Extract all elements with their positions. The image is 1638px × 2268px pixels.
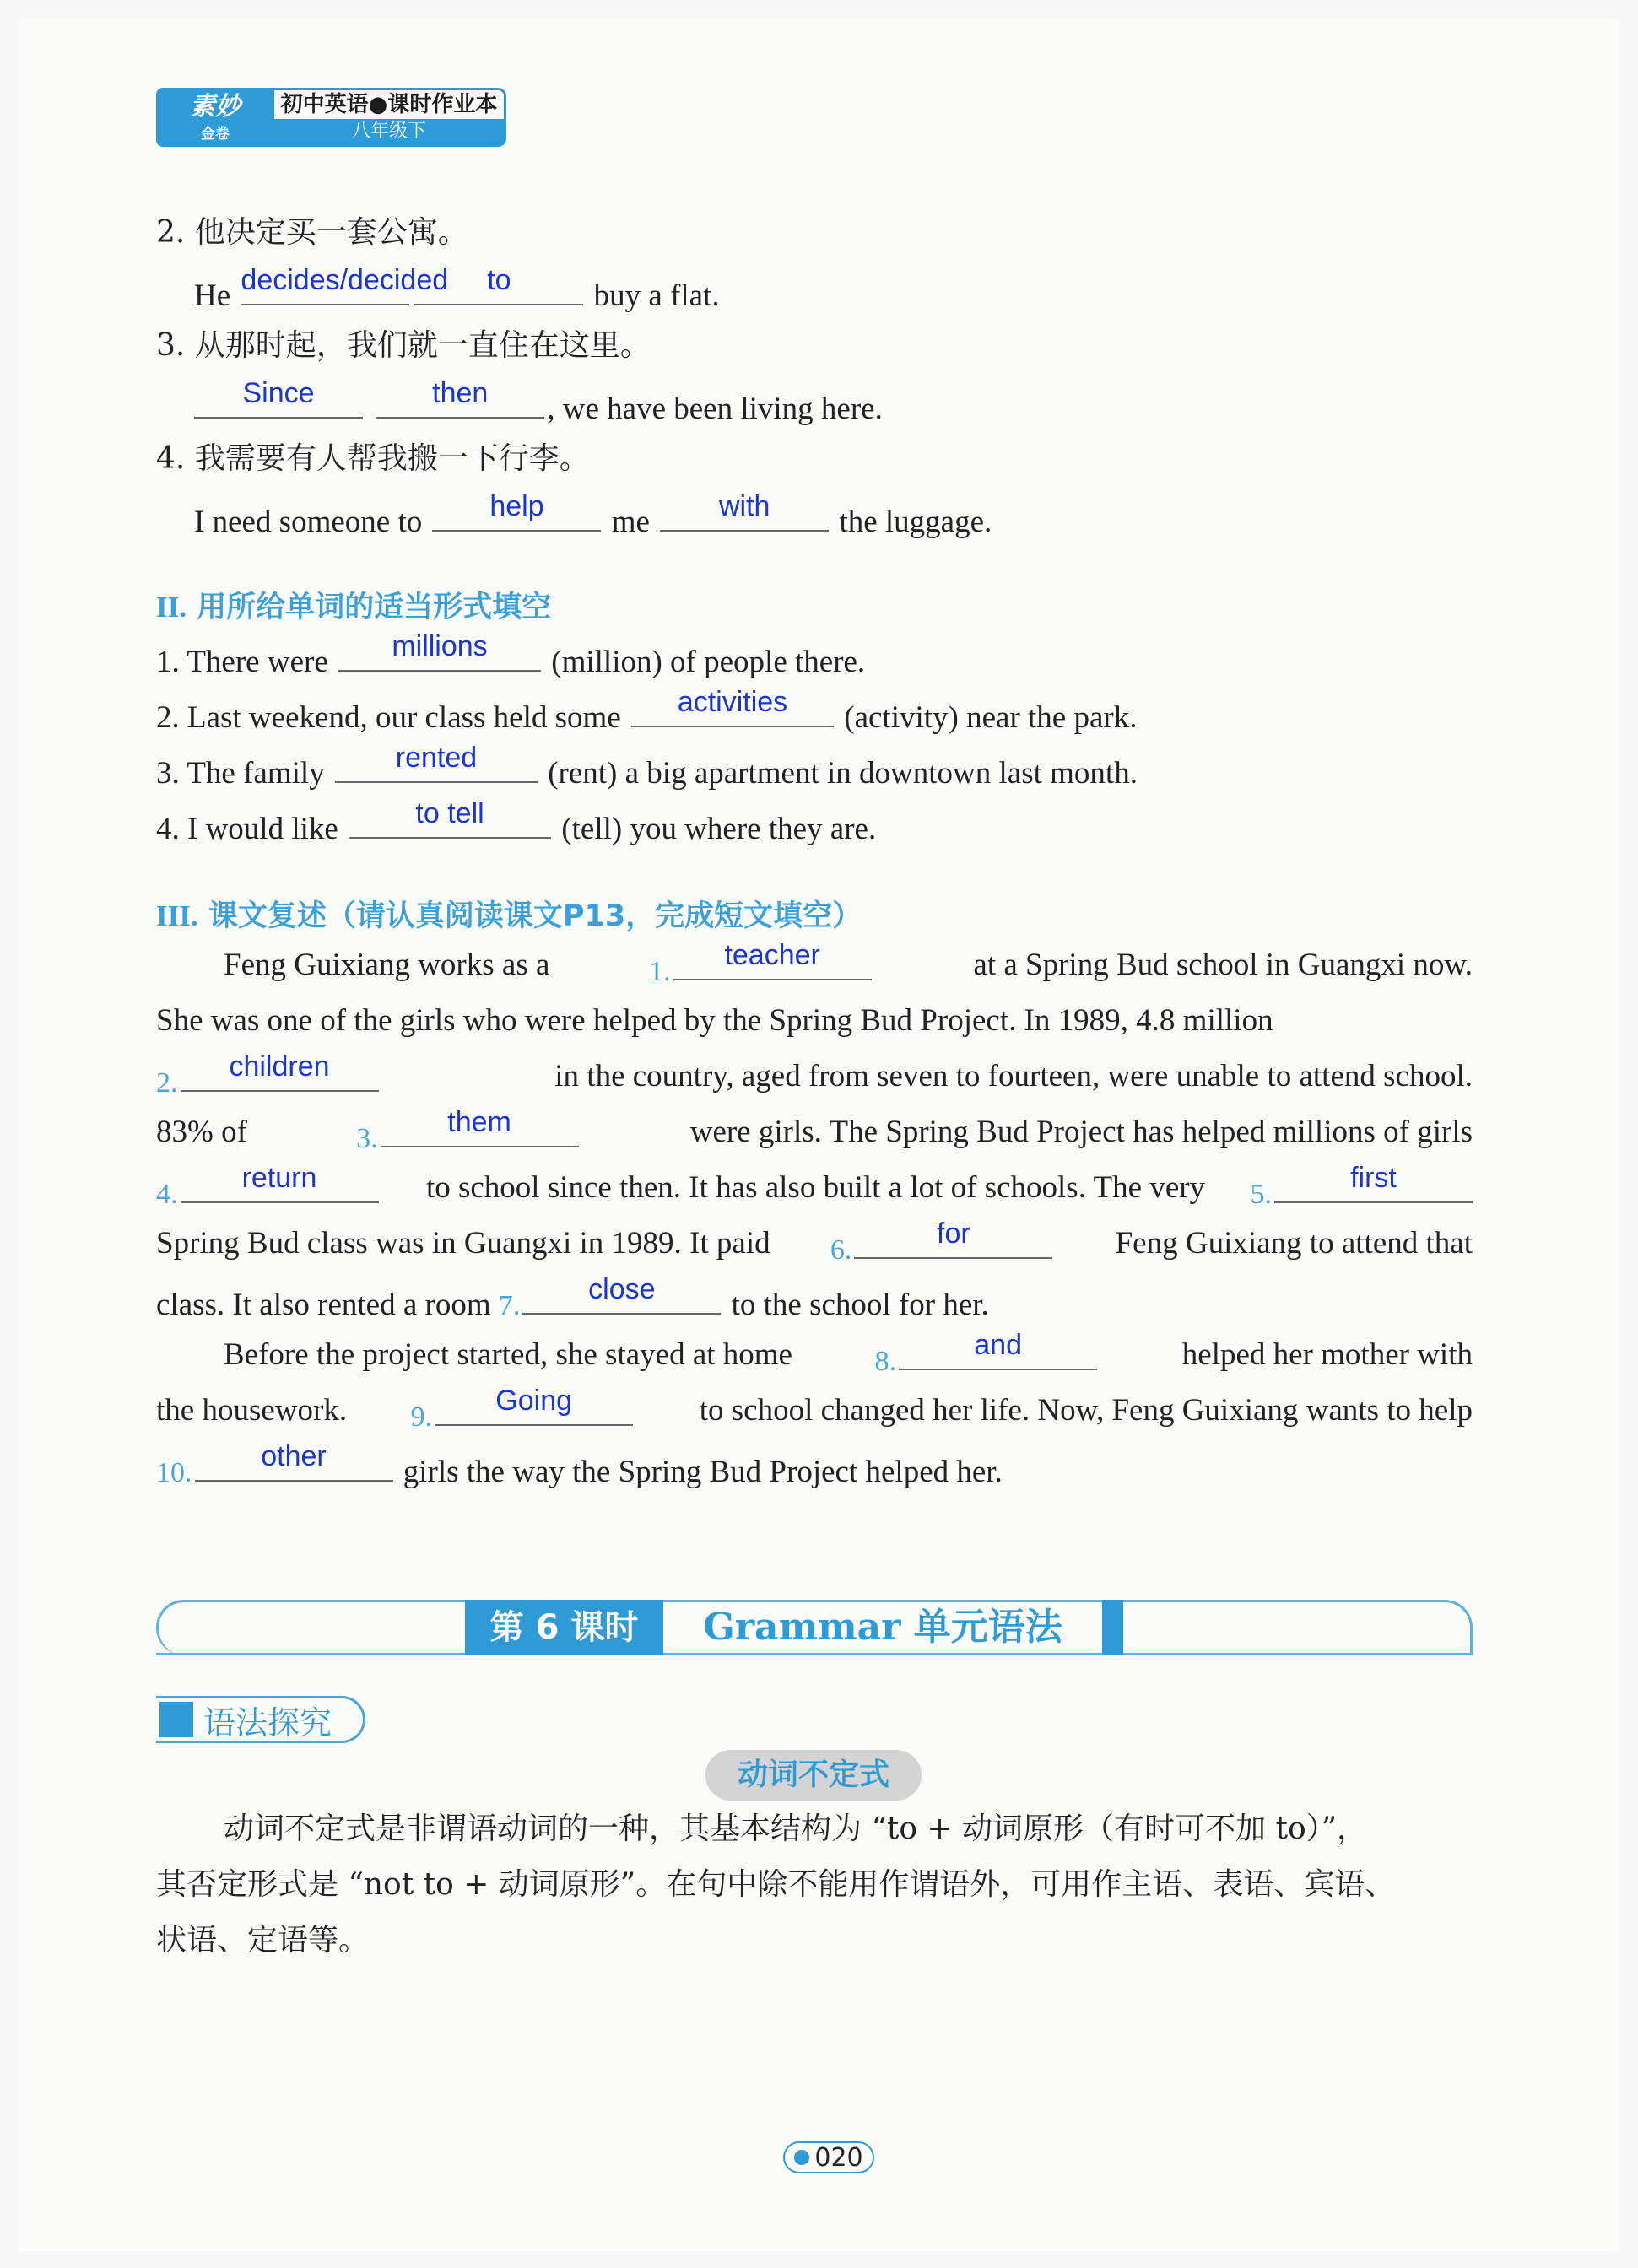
p3-answer-3: them [447, 1106, 511, 1138]
blank-number-7: 7. [498, 1290, 521, 1321]
grammar-tag-text: 语法探究 [203, 1704, 332, 1742]
p3-answer-7: close [588, 1273, 656, 1305]
p3-line-9 [156, 1385, 1473, 1436]
q2-blank-1[interactable] [241, 264, 449, 305]
p3-l8-post: helped her mother with [1181, 1337, 1473, 1372]
p3-l7-post: to the school for her. [731, 1288, 989, 1322]
p2-q2-post: (activity) near the park. [844, 700, 1138, 735]
grammar-para-line-1: 动词不定式是非谓语动词的一种，其基本结构为 “to + 动词原形（有时可不加 to）”， [224, 1812, 1368, 1846]
p2-q2-blank[interactable] [631, 686, 834, 727]
p3-l2-text: She was one of the girls who were helped by the Spring Bud Project. In 1989, 4.8 million [156, 1003, 1273, 1038]
q3-answer-1: Since [242, 377, 315, 409]
p3-line-7 [156, 1273, 989, 1325]
p3-blank-1[interactable] [673, 939, 872, 980]
q4-mid: me [611, 505, 650, 539]
p2-q3 [156, 742, 1138, 792]
grammar-para-line-3: 状语、定语等。 [156, 1923, 370, 1958]
q4-pre: I need someone to [194, 505, 423, 539]
page-number [783, 2141, 874, 2174]
q2-blank-2[interactable] [414, 264, 583, 305]
part3-title: 课文复述（请认真阅读课文P13，完成短文填空） [208, 899, 862, 933]
p3-answer-2: children [229, 1050, 330, 1083]
p3-line-2 [156, 1002, 1473, 1040]
blank-number-10: 10. [156, 1457, 192, 1488]
p3-line-10 [156, 1440, 1003, 1492]
q2-answer-1: decides/decided [241, 264, 449, 296]
p2-q3-answer: rented [395, 742, 478, 774]
blank-number-8: 8. [874, 1346, 897, 1377]
p3-answer-1: teacher [724, 939, 820, 971]
p3-answer-9: Going [495, 1385, 573, 1417]
book-title: 初中英语●课时作业本 [280, 92, 498, 117]
q3-chinese: 3. 从那时起，我们就一直住在这里。 [156, 328, 651, 363]
part2-heading [156, 584, 551, 626]
p3-blank-9[interactable] [435, 1385, 633, 1426]
q2-post: buy a flat. [593, 278, 720, 313]
blank-number-6: 6. [830, 1234, 852, 1266]
part2-number: II. [156, 591, 187, 624]
p3-blank-7[interactable] [522, 1273, 721, 1315]
p2-q4-post: (tell) you where they are. [561, 812, 877, 846]
p3-answer-8: and [974, 1329, 1022, 1361]
lesson-label: 第 6 课时 [465, 1600, 663, 1655]
book-header [156, 88, 506, 147]
p2-q1 [156, 630, 866, 681]
part2-title: 用所给单词的适当形式填空 [197, 591, 552, 624]
p3-l4-pre: 83% of [156, 1115, 247, 1149]
p3-blank-6[interactable] [854, 1218, 1052, 1259]
p2-q3-post: (rent) a big apartment in downtown last month. [548, 756, 1138, 791]
page-number-text: 020 [814, 2142, 863, 2173]
p3-answer-6: for [937, 1218, 970, 1250]
p3-blank-3[interactable] [381, 1106, 579, 1148]
q3-blank-2[interactable] [376, 377, 544, 418]
lesson-banner [156, 1600, 1473, 1655]
q4-sentence [194, 490, 992, 541]
q3-answer-2: then [432, 377, 489, 409]
p3-l8-pre: Before the project started, she stayed at home [224, 1337, 792, 1372]
p2-q1-post: (million) of people there. [551, 645, 866, 679]
p3-l1-pre: Feng Guixiang works as a [224, 948, 550, 982]
q3-sentence [194, 377, 883, 428]
p2-q1-blank[interactable] [338, 630, 541, 672]
lesson-title [663, 1600, 1102, 1655]
banner-accent [1102, 1600, 1123, 1655]
grammar-para-line-2: 其否定形式是 “not to + 动词原形”。在句中除不能用作谓语外，可用作主语、表语、宾语、 [156, 1867, 1396, 1902]
p3-blank-5[interactable] [1274, 1162, 1473, 1203]
p2-q1-answer: millions [392, 630, 488, 662]
logo [156, 88, 274, 147]
p3-line-5 [156, 1162, 1473, 1213]
q3-post: , we have been living here. [547, 392, 883, 426]
p3-l5-mid: to school since then. It has also built a lot of schools. The very [425, 1170, 1206, 1205]
p3-l1-post: at a Spring Bud school in Guangxi now. [973, 948, 1473, 982]
p3-l3-post: in the country, aged from seven to fourteen, were unable to attend school. [554, 1059, 1473, 1094]
blank-number-4: 4. [156, 1179, 178, 1210]
grammar-topic: 动词不定式 [705, 1750, 922, 1801]
blank-number-1: 1. [649, 956, 671, 987]
p3-answer-5: first [1350, 1162, 1397, 1194]
logo-sub: 金卷 [201, 125, 230, 143]
p3-answer-4: return [241, 1162, 317, 1194]
q2-pre: He [194, 278, 231, 313]
bullet-icon [794, 2150, 809, 2165]
p3-l6-post: Feng Guixiang to attend that [1115, 1226, 1473, 1261]
p3-blank-10[interactable] [195, 1440, 393, 1482]
q2-chinese: 2. 他决定买一套公寓。 [156, 215, 468, 250]
p2-q4-pre: 4. I would like [156, 812, 338, 846]
blank-number-9: 9. [410, 1401, 433, 1433]
p2-q3-pre: 3. The family [156, 756, 325, 791]
p3-l10-post: girls the way the Spring Bud Project helped her. [403, 1455, 1003, 1489]
p3-line-1 [156, 939, 1473, 991]
tag-square-icon [159, 1702, 193, 1737]
q4-chinese: 4. 我需要有人帮我搬一下行李。 [156, 441, 590, 476]
p2-q4 [156, 797, 877, 848]
q4-post: the luggage. [839, 505, 992, 539]
part3-heading [156, 893, 862, 935]
p2-q4-blank[interactable] [349, 797, 551, 839]
header-title-box [274, 88, 506, 147]
logo-main: 素妙 [190, 91, 241, 122]
p2-q2-answer: activities [677, 686, 788, 718]
p3-line-3 [156, 1050, 1473, 1102]
q3-blank-1[interactable] [194, 377, 363, 418]
grade-label: 八年级下 [274, 119, 504, 144]
lesson-title-en: Grammar [703, 1606, 901, 1649]
p3-blank-2[interactable] [181, 1050, 379, 1092]
blank-number-2: 2. [156, 1067, 178, 1099]
p3-answer-10: other [261, 1440, 327, 1472]
p3-line-4 [156, 1106, 1473, 1158]
p3-l9-pre: the housework. [156, 1393, 348, 1428]
p3-l7-pre: class. It also rented a room [156, 1288, 491, 1322]
p3-blank-4[interactable] [181, 1162, 379, 1203]
q2-answer-2: to [487, 264, 511, 296]
q2-sentence [194, 264, 720, 315]
blank-number-5: 5. [1250, 1179, 1272, 1210]
p3-l6-pre: Spring Bud class was in Guangxi in 1989. It paid [156, 1226, 770, 1261]
p3-blank-8[interactable] [899, 1329, 1097, 1370]
part3-number: III. [156, 899, 198, 932]
lesson-title-cn: 单元语法 [913, 1606, 1062, 1649]
p3-line-6 [156, 1218, 1473, 1269]
grammar-tag [156, 1696, 365, 1743]
p2-q4-answer: to tell [415, 797, 484, 829]
p3-line-8 [156, 1329, 1473, 1380]
p3-l9-post: to school changed her life. Now, Feng Guixiang wants to help [699, 1393, 1473, 1428]
p3-l4-post: were girls. The Spring Bud Project has helped millions of girls [689, 1115, 1473, 1149]
q4-answer-2: with [718, 490, 770, 522]
q4-blank-2[interactable] [660, 490, 829, 532]
blank-number-3: 3. [356, 1123, 378, 1154]
p2-q2 [156, 686, 1138, 737]
p2-q3-blank[interactable] [335, 742, 538, 783]
q4-answer-1: help [489, 490, 544, 522]
p2-q1-pre: 1. There were [156, 645, 328, 679]
p2-q2-pre: 2. Last weekend, our class held some [156, 700, 621, 735]
q4-blank-1[interactable] [432, 490, 601, 532]
